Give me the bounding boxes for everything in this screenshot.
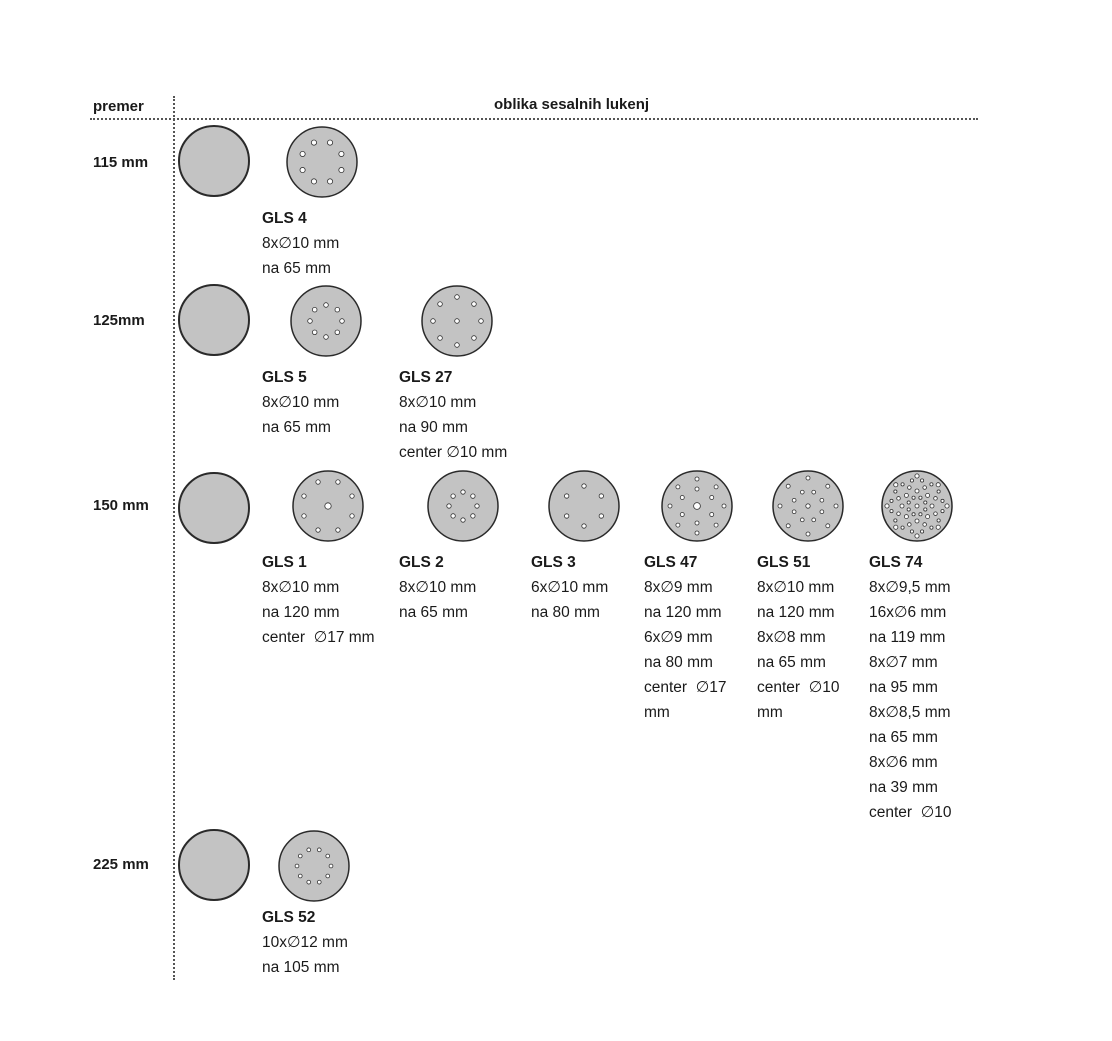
suction-hole [599, 494, 603, 498]
product-gls51 [757, 550, 839, 725]
suction-hole [826, 524, 830, 528]
suction-hole [335, 307, 340, 312]
suction-hole [471, 494, 475, 498]
suction-hole [455, 343, 460, 348]
suction-hole [926, 493, 930, 497]
product-spec: na 65 mm [757, 654, 826, 671]
suction-hole [312, 307, 317, 312]
diameter-column-header: premer [93, 98, 144, 115]
suction-hole [431, 319, 436, 324]
suction-hole [890, 499, 893, 502]
product-spec: center ∅10 mm [399, 444, 508, 461]
suction-hole [676, 523, 680, 527]
suction-hole [340, 319, 345, 324]
suction-hole [904, 493, 908, 497]
product-spec: na 65 mm [399, 604, 468, 621]
suction-hole [778, 504, 782, 508]
product-name: GLS 1 [262, 554, 307, 571]
suction-hole [461, 490, 465, 494]
product-spec: na 120 mm [757, 604, 835, 621]
suction-hole [325, 503, 331, 509]
suction-hole [695, 487, 699, 491]
suction-hole [471, 514, 475, 518]
suction-hole [327, 140, 332, 145]
product-spec: 8x∅9 mm [644, 579, 713, 596]
diameter-label: 115 mm [93, 154, 149, 171]
suction-hole [564, 514, 568, 518]
product-name: GLS 51 [757, 554, 811, 571]
product-spec: 6x∅9 mm [644, 629, 713, 646]
product-spec: 8x∅10 mm [262, 235, 340, 252]
header-divider [90, 118, 978, 120]
suction-hole [680, 496, 684, 500]
suction-hole [311, 140, 316, 145]
suction-hole [924, 508, 927, 511]
product-spec: center ∅17 [644, 679, 727, 696]
suction-hole [934, 497, 938, 501]
suction-hole [926, 515, 930, 519]
product-name: GLS 4 [262, 210, 307, 227]
suction-hole [912, 513, 915, 516]
suction-hole [451, 494, 455, 498]
suction-hole [885, 504, 889, 508]
suction-hole [710, 496, 714, 500]
suction-hole [324, 303, 329, 308]
product-spec: 8x∅9,5 mm [869, 579, 951, 596]
suction-hole [900, 504, 904, 508]
suction-hole [910, 479, 913, 482]
suction-hole [350, 494, 354, 498]
product-spec: center ∅10 [757, 679, 840, 696]
suction-hole [941, 499, 944, 502]
suction-hole [455, 319, 460, 324]
gls1-pad-icon [291, 469, 365, 543]
suction-hole [302, 514, 306, 518]
suction-hole [695, 531, 699, 535]
product-spec: 8x∅8 mm [757, 629, 826, 646]
suction-hole [936, 525, 940, 529]
suction-hole [316, 480, 320, 484]
suction-hole [722, 504, 726, 508]
product-spec: na 65 mm [262, 260, 331, 277]
suction-hole [676, 485, 680, 489]
pad-body [291, 286, 361, 356]
suction-hole [930, 504, 934, 508]
suction-hole [792, 510, 796, 514]
suction-hole [475, 504, 479, 508]
plain-disc-icon [178, 472, 250, 544]
suction-hole [920, 479, 923, 482]
suction-hole [472, 302, 477, 307]
suction-hole [792, 498, 796, 502]
product-spec: 8x∅10 mm [262, 394, 340, 411]
product-name: GLS 52 [262, 909, 316, 926]
product-spec: na 90 mm [399, 419, 468, 436]
gls5-pad-icon [289, 284, 363, 358]
suction-hole [812, 490, 816, 494]
suction-hole [300, 167, 305, 172]
suction-hole [890, 509, 893, 512]
suction-hole [934, 512, 938, 516]
suction-hole [812, 518, 816, 522]
product-spec: na 39 mm [869, 779, 938, 796]
product-spec: 8x∅7 mm [869, 654, 938, 671]
pad-body [428, 471, 498, 541]
suction-hole [800, 490, 804, 494]
product-spec: na 65 mm [869, 729, 938, 746]
suction-hole [582, 524, 586, 528]
suction-hole [806, 504, 810, 508]
column-divider [173, 96, 175, 980]
suction-hole [455, 295, 460, 300]
suction-hole [339, 151, 344, 156]
suction-hole [786, 524, 790, 528]
suction-hole [308, 319, 313, 324]
pad-body [279, 831, 349, 901]
suction-hole [907, 508, 910, 511]
suction-hole [901, 483, 904, 486]
suction-hole [668, 504, 672, 508]
suction-hole [904, 515, 908, 519]
suction-hole [915, 534, 919, 538]
suction-hole [919, 513, 922, 516]
product-spec: 8x∅10 mm [262, 579, 340, 596]
product-spec: mm [644, 704, 670, 721]
suction-hole [479, 319, 484, 324]
gls74-pad-icon [880, 469, 954, 543]
suction-hole [694, 503, 701, 510]
suction-hole [327, 179, 332, 184]
suction-hole [894, 483, 898, 487]
suction-hole [324, 335, 329, 340]
suction-hole [897, 497, 901, 501]
product-spec: center ∅10 [869, 804, 952, 821]
suction-hole [834, 504, 838, 508]
product-spec: na 65 mm [262, 419, 331, 436]
suction-hole [806, 532, 810, 536]
product-gls4 [262, 206, 339, 281]
diameter-label: 150 mm [93, 497, 149, 514]
suction-hole [714, 523, 718, 527]
suction-hole [806, 476, 810, 480]
suction-hole [564, 494, 568, 498]
suction-hole [438, 336, 443, 341]
product-spec: 8x∅10 mm [757, 579, 835, 596]
product-gls47 [644, 550, 726, 725]
product-gls5 [262, 365, 339, 440]
suction-hole [714, 485, 718, 489]
suction-hole [930, 526, 933, 529]
pad-body [549, 471, 619, 541]
product-gls1 [262, 550, 375, 650]
suction-hole [451, 514, 455, 518]
suction-hole [695, 477, 699, 481]
suction-hole [350, 514, 354, 518]
suction-hole [339, 167, 344, 172]
suction-hole [311, 179, 316, 184]
suction-hole [472, 336, 477, 341]
shapes-column-header: oblika sesalnih lukenj [494, 96, 650, 113]
suction-hole [937, 490, 940, 493]
suction-hole [907, 501, 910, 504]
suction-hole [307, 848, 311, 852]
suction-hole [680, 513, 684, 517]
product-spec: 8x∅8,5 mm [869, 704, 951, 721]
product-gls27 [399, 365, 507, 465]
suction-hole [908, 486, 912, 490]
diameter-label: 125mm [93, 312, 145, 329]
suction-hole [336, 480, 340, 484]
suction-hole [298, 874, 302, 878]
suction-hole [894, 525, 898, 529]
suction-hole [820, 510, 824, 514]
suction-hole [695, 521, 699, 525]
product-spec: 8x∅10 mm [399, 579, 477, 596]
plain-disc-icon [178, 829, 250, 901]
suction-hole [915, 474, 919, 478]
suction-hole [945, 504, 949, 508]
suction-hole [920, 530, 923, 533]
suction-hole [915, 504, 919, 508]
pad-body [287, 127, 357, 197]
gls47-pad-icon [660, 469, 734, 543]
suction-hole [923, 486, 927, 490]
suction-hole [937, 519, 940, 522]
product-spec: na 119 mm [869, 629, 946, 646]
product-spec: na 120 mm [644, 604, 722, 621]
product-spec: na 120 mm [262, 604, 340, 621]
product-name: GLS 5 [262, 369, 307, 386]
suction-hole [326, 874, 330, 878]
suction-hole [910, 530, 913, 533]
suction-hole [307, 880, 311, 884]
suction-hole [915, 489, 919, 493]
suction-hole [923, 523, 927, 527]
suction-hole [316, 528, 320, 532]
product-spec: mm [757, 704, 783, 721]
suction-hole [326, 854, 330, 858]
suction-hole [336, 528, 340, 532]
suction-hole [447, 504, 451, 508]
suction-hole [582, 484, 586, 488]
product-gls2 [399, 550, 476, 625]
product-spec: 6x∅10 mm [531, 579, 609, 596]
product-name: GLS 3 [531, 554, 576, 571]
suction-hole [302, 494, 306, 498]
gls52-pad-icon [277, 829, 351, 903]
gls2-pad-icon [426, 469, 500, 543]
suction-hole [295, 864, 299, 868]
product-spec: 8x∅10 mm [399, 394, 477, 411]
suction-hole [800, 518, 804, 522]
product-gls52 [262, 905, 348, 980]
suction-hole [438, 302, 443, 307]
suction-hole [912, 496, 915, 499]
product-name: GLS 47 [644, 554, 698, 571]
gls4-pad-icon [285, 125, 359, 199]
suction-hole [915, 519, 919, 523]
product-spec: na 105 mm [262, 959, 340, 976]
suction-hole [919, 496, 922, 499]
product-spec: 16x∅6 mm [869, 604, 947, 621]
gls27-pad-icon [420, 284, 494, 358]
suction-hole [312, 330, 317, 335]
gls51-pad-icon [771, 469, 845, 543]
suction-hole [894, 490, 897, 493]
product-name: GLS 74 [869, 554, 923, 571]
gls3-pad-icon [547, 469, 621, 543]
suction-hole [908, 523, 912, 527]
product-spec: 8x∅6 mm [869, 754, 938, 771]
product-gls74 [869, 550, 951, 825]
plain-disc-icon [178, 284, 250, 356]
suction-hole [826, 484, 830, 488]
product-name: GLS 2 [399, 554, 444, 571]
product-spec: na 80 mm [531, 604, 600, 621]
product-spec: na 95 mm [869, 679, 938, 696]
suction-hole [461, 518, 465, 522]
suction-hole [786, 484, 790, 488]
suction-hole [298, 854, 302, 858]
suction-hole [599, 514, 603, 518]
suction-hole [317, 880, 321, 884]
suction-hole [936, 483, 940, 487]
product-gls3 [531, 550, 608, 625]
product-name: GLS 27 [399, 369, 453, 386]
diameter-label: 225 mm [93, 856, 149, 873]
suction-hole [329, 864, 333, 868]
product-spec: 10x∅12 mm [262, 934, 348, 951]
plain-disc-icon [178, 125, 250, 197]
suction-hole [901, 526, 904, 529]
suction-hole [941, 509, 944, 512]
product-spec: na 80 mm [644, 654, 713, 671]
suction-hole [820, 498, 824, 502]
suction-hole [894, 519, 897, 522]
suction-hole [924, 501, 927, 504]
suction-hole [930, 483, 933, 486]
suction-hole [710, 513, 714, 517]
suction-hole [335, 330, 340, 335]
suction-hole [897, 512, 901, 516]
suction-hole [300, 151, 305, 156]
suction-hole [317, 848, 321, 852]
product-spec: center ∅17 mm [262, 629, 375, 646]
